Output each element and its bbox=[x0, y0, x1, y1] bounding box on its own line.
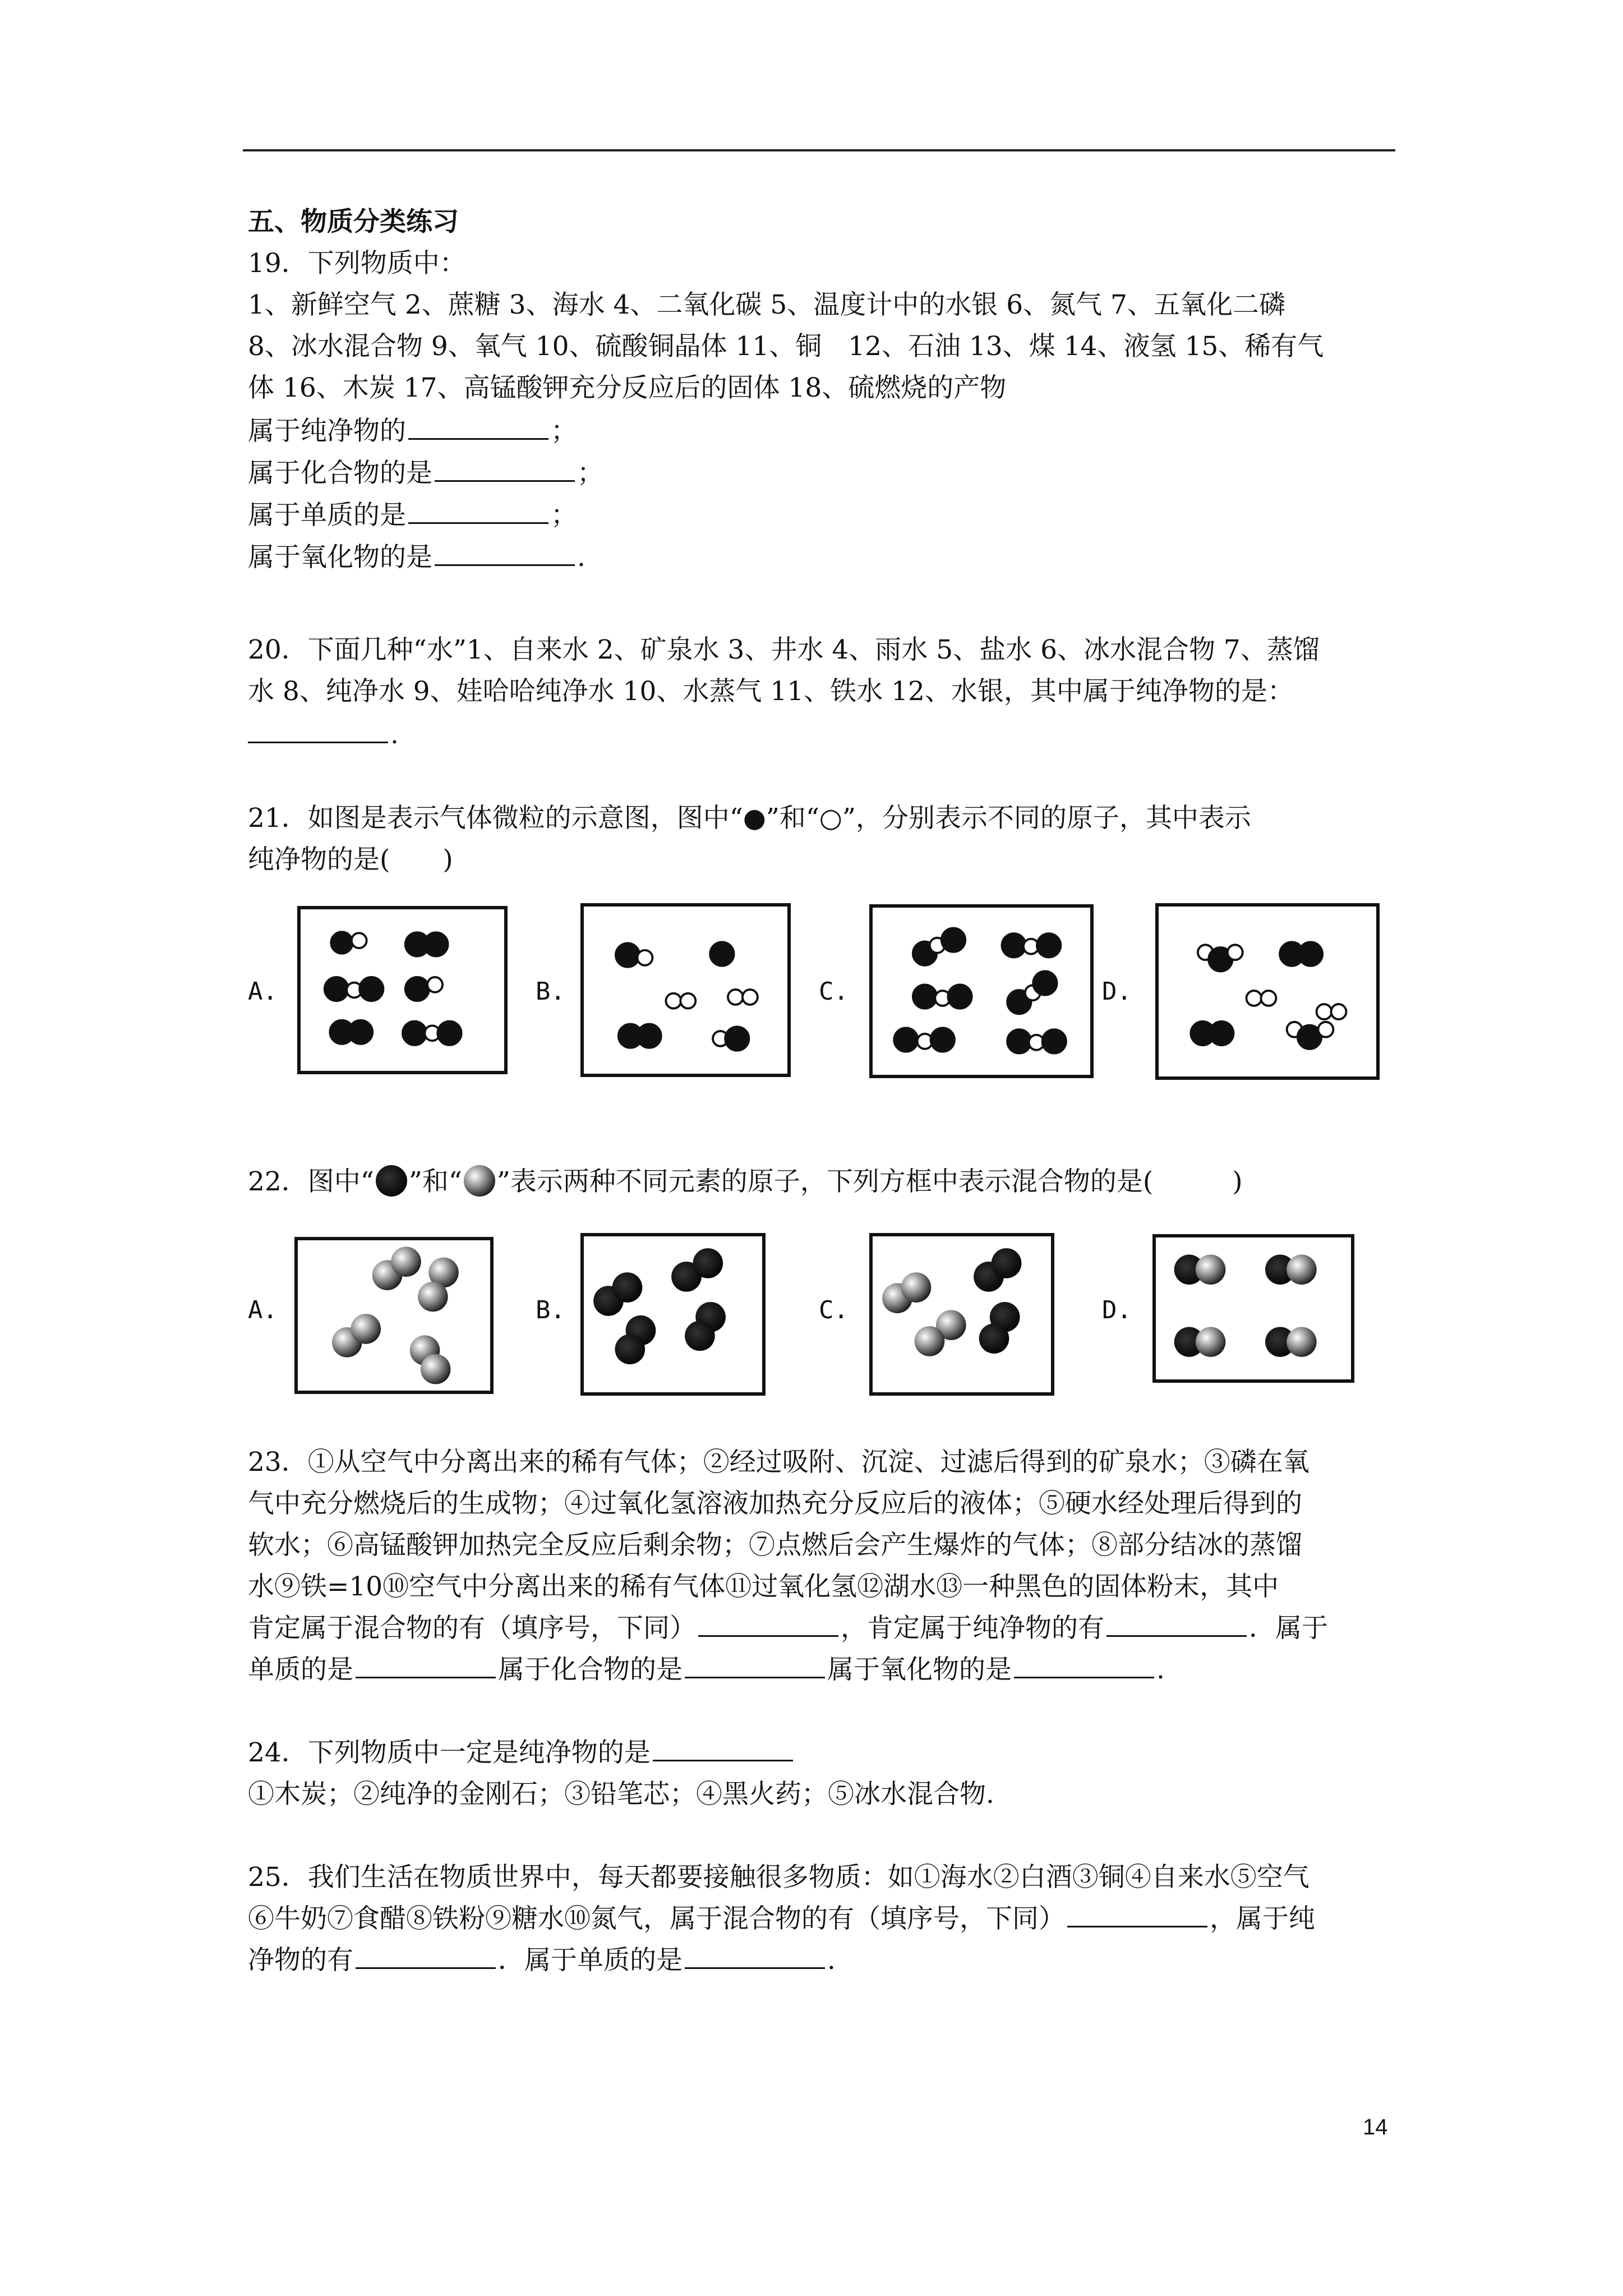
q21-panel-c[interactable] bbox=[869, 904, 1094, 1078]
answer-blank[interactable] bbox=[408, 496, 548, 524]
q19-line-3: 8、冰水混合物 9、氧气 10、硫酸铜晶体 11、铜 12、石油 13、煤 14、液氢 15、稀有气 bbox=[248, 331, 1324, 362]
q23-line-2: 气中充分燃烧后的生成物；④过氧化氢溶液加热充分反应后的液体；⑤硬水经处理后得到的 bbox=[248, 1488, 1302, 1519]
answer-blank[interactable] bbox=[435, 454, 575, 482]
q22-panel-c[interactable] bbox=[869, 1233, 1054, 1396]
q21-option-c-label[interactable]: C. bbox=[819, 977, 849, 1006]
answer-blank[interactable] bbox=[356, 1651, 496, 1678]
q23-line-5: 肯定属于混合物的有（填序号，下同） ，肯定属于纯净物的有 ．属于 bbox=[248, 1609, 1328, 1648]
q25-line-2: ⑥牛奶⑦食醋⑧铁粉⑨糖水⑩氮气，属于混合物的有（填序号，下同） ，属于纯 bbox=[248, 1900, 1315, 1938]
answer-blank[interactable] bbox=[1014, 1651, 1154, 1678]
q21-option-b-label[interactable]: B. bbox=[536, 977, 565, 1006]
q21-panel-b[interactable] bbox=[580, 903, 791, 1077]
answer-blank[interactable] bbox=[685, 1941, 825, 1969]
answer-blank[interactable] bbox=[1106, 1609, 1247, 1637]
q25-line-1: 25．我们生活在物质世界中，每天都要接触很多物质：如①海水②白酒③铜④自来水⑤空气 bbox=[248, 1862, 1310, 1893]
q19-pure-line: 属于纯净物的 ； bbox=[248, 412, 577, 450]
q19-compound-line: 属于化合物的是 ； bbox=[248, 454, 603, 493]
answer-blank[interactable] bbox=[653, 1734, 793, 1761]
answer-blank[interactable] bbox=[408, 412, 548, 440]
section-title: 五、物质分类练习 bbox=[248, 206, 459, 237]
q24-line-1: 24．下列物质中一定是纯净物的是 bbox=[248, 1734, 795, 1772]
black-atom-icon bbox=[374, 1163, 409, 1198]
q19-line-2: 1、新鲜空气 2、蔗糖 3、海水 4、二氧化碳 5、温度计中的水银 6、氮气 7、五氧化二磷 bbox=[248, 289, 1285, 320]
answer-blank[interactable] bbox=[685, 1651, 825, 1678]
q19-line-1: 19．下列物质中： bbox=[248, 248, 466, 279]
header-rule bbox=[243, 149, 1395, 151]
q21-panel-d[interactable] bbox=[1155, 903, 1380, 1080]
q23-line-6: 单质的是 属于化合物的是 属于氧化物的是 . bbox=[248, 1651, 1165, 1689]
answer-blank[interactable] bbox=[1067, 1900, 1207, 1927]
q19-element-line: 属于单质的是 ； bbox=[248, 496, 577, 535]
q22-panel-a[interactable] bbox=[294, 1237, 494, 1394]
q23-line-4: 水⑨铁=10⑩空气中分离出来的稀有气体⑪过氧化氢⑫湖水⑬一种黑色的固体粉末，其中 bbox=[248, 1571, 1279, 1602]
answer-blank[interactable] bbox=[435, 539, 575, 566]
q24-line-2: ①木炭；②纯净的金刚石；③铅笔芯；④黑火药；⑤冰水混合物. bbox=[248, 1779, 994, 1810]
q22-option-b-label[interactable]: B. bbox=[536, 1296, 565, 1324]
q22-option-c-label[interactable]: C. bbox=[819, 1296, 849, 1324]
q22-panel-d[interactable] bbox=[1152, 1234, 1354, 1383]
answer-blank[interactable] bbox=[356, 1941, 496, 1969]
q19-line-4: 体 16、木炭 17、高锰酸钾充分反应后的固体 18、硫燃烧的产物 bbox=[248, 372, 1007, 403]
q25-line-3: 净物的有 ．属于单质的是 . bbox=[248, 1941, 836, 1980]
page-number: 14 bbox=[1363, 2115, 1388, 2139]
q21-option-d-label[interactable]: D. bbox=[1102, 977, 1132, 1006]
q21-line-1: 21．如图是表示气体微粒的示意图，图中“●”和“○”，分别表示不同的原子，其中表示 bbox=[248, 803, 1251, 834]
q21-option-a-label[interactable]: A. bbox=[248, 977, 278, 1006]
q20-line-1: 20．下面几种“水”1、自来水 2、矿泉水 3、井水 4、雨水 5、盐水 6、冰水混合物 7、蒸馏 bbox=[248, 634, 1320, 665]
q23-line-3: 软水；⑥高锰酸钾加热完全反应后剩余物；⑦点燃后会产生爆炸的气体；⑧部分结冰的蒸馏 bbox=[248, 1530, 1302, 1561]
answer-blank[interactable] bbox=[698, 1609, 838, 1637]
q22-panel-b[interactable] bbox=[580, 1233, 766, 1396]
q20-line-2: 水 8、纯净水 9、娃哈哈纯净水 10、水蒸气 11、铁水 12、水银，其中属于纯净物的是： bbox=[248, 676, 1294, 707]
q22-option-d-label[interactable]: D. bbox=[1102, 1296, 1132, 1324]
q22-question-line: 22．图中“ ”和“ ”表示两种不同元素的原子，下列方框中表示混合物的是( ) bbox=[248, 1163, 1243, 1201]
answer-blank[interactable] bbox=[248, 716, 388, 743]
q19-oxide-line: 属于氧化物的是 . bbox=[248, 539, 585, 577]
q20-line-3: . bbox=[248, 716, 399, 754]
q21-panel-a[interactable] bbox=[297, 906, 508, 1074]
q22-option-a-label[interactable]: A. bbox=[248, 1296, 278, 1324]
q23-line-1: 23．①从空气中分离出来的稀有气体；②经过吸附、沉淀、过滤后得到的矿泉水；③磷在氧 bbox=[248, 1447, 1310, 1478]
gray-atom-icon bbox=[462, 1163, 497, 1198]
q21-line-2: 纯净物的是( ) bbox=[248, 844, 453, 875]
